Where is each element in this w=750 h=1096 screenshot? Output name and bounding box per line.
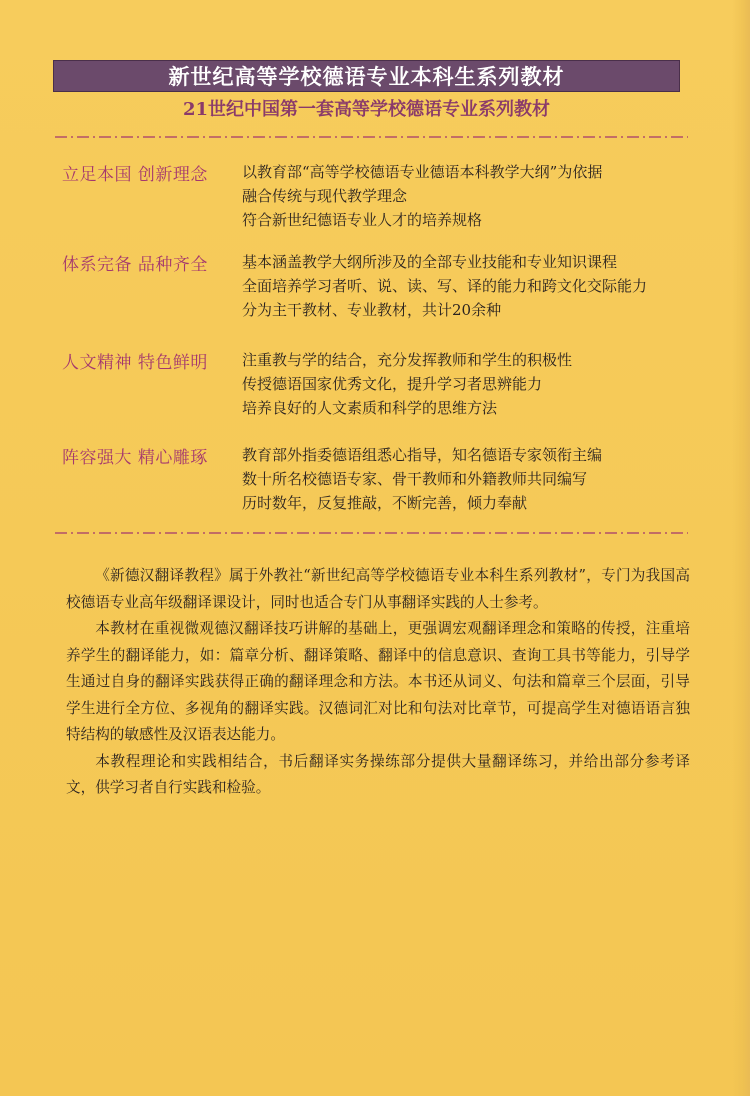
feature-heading: 阵容强大 精心雕琢: [62, 448, 208, 468]
feature-line: 分为主干教材、专业教材，共计20余种: [242, 301, 502, 319]
feature-line: 基本涵盖教学大纲所涉及的全部专业技能和专业知识课程: [242, 253, 618, 271]
divider-top: [55, 133, 688, 141]
feature-heading: 立足本国 创新理念: [62, 165, 208, 185]
description-paragraph: 《新德汉翻译教程》属于外教社“新世纪高等学校德语专业本科生系列教材”，专门为我国高校德语专业高年级翻译课设计，同时也适合专门从事翻译实践的人士参考。: [66, 567, 690, 611]
page-edge: [732, 0, 750, 1096]
feature-lines: [242, 443, 692, 515]
dotted-dash-divider: [55, 133, 688, 141]
feature-heading: 人文精神 特色鲜明: [62, 353, 208, 373]
series-subtitle: 21世纪中国第一套高等学校德语专业系列教材: [182, 99, 551, 120]
feature-lines: [242, 250, 692, 322]
feature-line: 以教育部“高等学校德语专业德语本科教学大纲”为依据: [242, 163, 603, 181]
series-title-banner: [53, 60, 680, 92]
series-title: 新世纪高等学校德语专业本科生系列教材: [168, 64, 565, 89]
feature-line: 培养良好的人文素质和科学的思维方法: [242, 399, 498, 417]
feature-lines: [242, 160, 692, 232]
dotted-dash-divider: [55, 529, 688, 537]
feature-line: 传授德语国家优秀文化，提升学习者思辨能力: [242, 375, 543, 393]
book-description: [66, 563, 690, 802]
divider-bottom: [55, 529, 688, 537]
feature-lines: [242, 348, 692, 420]
feature-line: 数十所名校德语专家、骨干教师和外籍教师共同编写: [242, 470, 588, 488]
feature-line: 符合新世纪德语专业人才的培养规格: [242, 211, 483, 229]
feature-line: 全面培养学习者听、说、读、写、译的能力和跨文化交际能力: [242, 277, 648, 295]
feature-line: 注重教与学的结合，充分发挥教师和学生的积极性: [242, 351, 573, 369]
description-paragraph: 本教程理论和实践相结合，书后翻译实务操练部分提供大量翻译练习，并给出部分参考译文，供学习者自行实践和检验。: [66, 752, 690, 796]
feature-heading: 体系完备 品种齐全: [62, 255, 208, 275]
feature-line: 融合传统与现代教学理念: [242, 187, 408, 205]
feature-line: 历时数年，反复推敲，不断完善，倾力奉献: [242, 494, 528, 512]
description-paragraph: 本教材在重视微观德汉翻译技巧讲解的基础上，更强调宏观翻译理念和策略的传授，注重培养学生的翻译能力，如：篇章分析、翻译策略、翻译中的信息意识、查询工具书等能力，引导学生通过自身的翻译实践获得正确的翻译理念和方法。本书还从词义、句法和篇章三个层面，引导学生进行全方位、多视角的翻译实践。汉德词汇对比和句法对比章节，可提高学生对德语语言独特结构的敏感性及汉语表达能力。: [66, 620, 690, 743]
feature-line: 教育部外指委德语组悉心指导，知名德语专家领衔主编: [242, 446, 603, 464]
